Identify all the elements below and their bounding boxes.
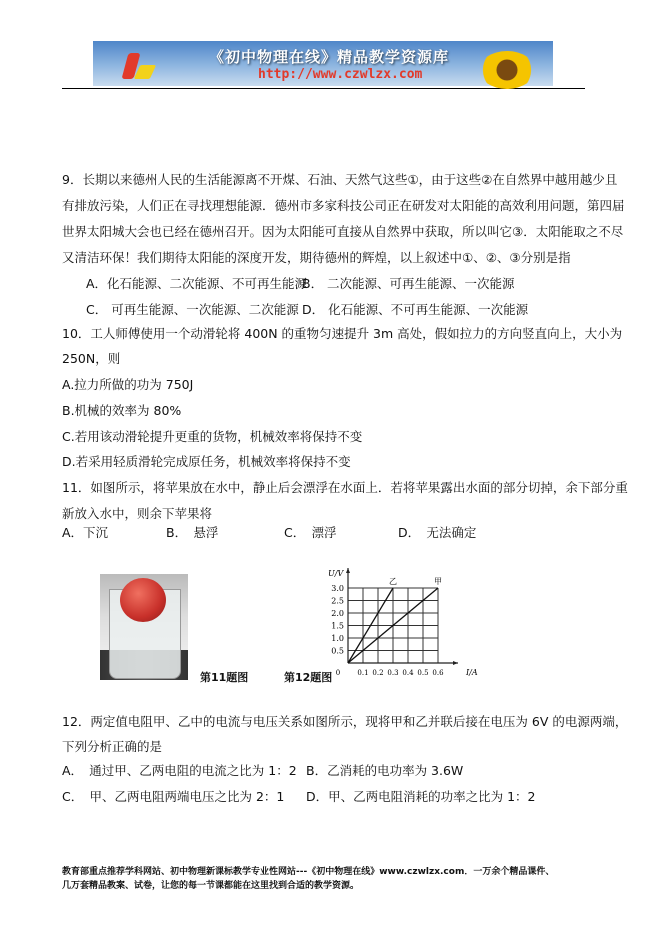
banner-url: http://www.czwlzx.com — [258, 67, 423, 82]
q12-option-d: D．甲、乙两电阻消耗的功率之比为 1：2 — [306, 789, 536, 804]
q9-option-a: A．化石能源、二次能源、不可再生能源 — [86, 276, 308, 291]
q11-option-d: D． 无法确定 — [398, 525, 477, 540]
figure-11-caption: 第11题图 — [200, 671, 249, 684]
q9-line: 世界太阳城大会也已经在德州召开。因为太阳能可直接从自然界中获取，所以叫它③．太阳能取之不尽 — [62, 224, 624, 239]
q9-line: 9．长期以来德州人民的生活能源离不开煤、石油、天然气这些①，由于这些②在自然界中越用越少且 — [62, 172, 618, 187]
q12-line: 12．两定值电阻甲、乙中的电流与电压关系如图所示，现将甲和乙并联后接在电压为 6V 的电源两端， — [62, 714, 628, 729]
footer-line: 几万套精品教案、试卷，让您的每一节课都能在这里找到合适的教学资源。 — [62, 881, 360, 891]
x-tick-label: 0.2 — [372, 669, 384, 677]
x-axis-arrow — [453, 661, 458, 665]
q10-line: 10．工人师傅使用一个动滑轮将 400N 的重物匀速提升 3m 高处，假如拉力的方向竖直向上，大小为 — [62, 326, 623, 341]
q11-option-b: B． 悬浮 — [166, 525, 219, 540]
x-tick-label: 0.1 — [357, 669, 369, 677]
iu-graph — [320, 560, 478, 685]
q11-option-c: C． 漂浮 — [284, 525, 337, 540]
q11-option-a: A．下沉 — [62, 525, 109, 540]
banner-title: 《初中物理在线》精品教学资源库 — [209, 48, 450, 66]
y-tick-label: 3.0 — [331, 584, 344, 593]
q11-line: 新放入水中，则余下苹果将 — [62, 506, 213, 521]
logo-icon-accent — [134, 65, 157, 79]
x-tick-label: 0.6 — [432, 669, 444, 677]
sunflower-icon — [479, 51, 535, 89]
q9-option-b: B． 二次能源、可再生能源、一次能源 — [302, 276, 515, 291]
apple — [120, 578, 166, 622]
q9-option-d: D． 化石能源、不可再生能源、一次能源 — [302, 302, 529, 317]
footer-line: 教育部重点推荐学科网站、初中物理新课标教学专业性网站---《初中物理在线》www.czwlzx.com．一万余个精品课件、 — [62, 867, 555, 877]
y-tick-label: 1.5 — [331, 621, 344, 631]
series-label: 乙 — [389, 577, 397, 586]
q12-option-a: A． 通过甲、乙两电阻的电流之比为 1：2 — [62, 763, 297, 778]
figure-12-caption: 第12题图 — [284, 671, 333, 684]
y-tick-label: 1.0 — [331, 634, 344, 643]
q10-option-b: B.机械的效率为 80% — [62, 403, 182, 418]
y-axis-arrow — [346, 568, 350, 573]
y-tick-label: 0.5 — [331, 646, 344, 656]
q10-line: 250N，则 — [62, 351, 121, 366]
x-tick-label: 0.3 — [387, 669, 399, 677]
site-banner — [93, 41, 553, 86]
q12-option-c: C． 甲、乙两电阻两端电压之比为 2：1 — [62, 789, 285, 804]
q10-option-c: C.若用该动滑轮提升更重的货物，机械效率将保持不变 — [62, 429, 363, 444]
q9-line: 有排放污染，人们正在寻找理想能源．德州市多家科技公司正在研发对太阳能的高效利用问题，第四届 — [62, 198, 625, 213]
q12-option-b: B．乙消耗的电功率为 3.6W — [306, 763, 464, 778]
q9-option-c: C． 可再生能源、一次能源、二次能源 — [86, 302, 299, 317]
y-tick-label: 2.5 — [331, 596, 344, 606]
series-label: 甲 — [434, 577, 442, 586]
q11-line: 11．如图所示，将苹果放在水中，静止后会漂浮在水面上．若将苹果露出水面的部分切掉，余下部分重 — [62, 480, 628, 495]
y-tick-label: 2.0 — [331, 609, 344, 618]
apple-in-water-photo — [100, 574, 188, 680]
q9-line: 又清洁环保！我们期待太阳能的深度开发，期待德州的辉煌，以上叙述中①、②、③分别是指 — [62, 250, 571, 265]
q12-line: 下列分析正确的是 — [62, 739, 163, 754]
x-tick-label: 0.5 — [417, 669, 429, 677]
q10-option-d: D.若采用轻质滑轮完成原任务，机械效率将保持不变 — [62, 454, 351, 469]
x-tick-label: 0.4 — [402, 669, 414, 677]
x-tick-label: 0 — [335, 669, 341, 677]
q10-option-a: A.拉力所做的功为 750J — [62, 377, 194, 392]
x-axis-label: I/A — [466, 668, 478, 677]
y-axis-label: U/V — [328, 569, 344, 578]
